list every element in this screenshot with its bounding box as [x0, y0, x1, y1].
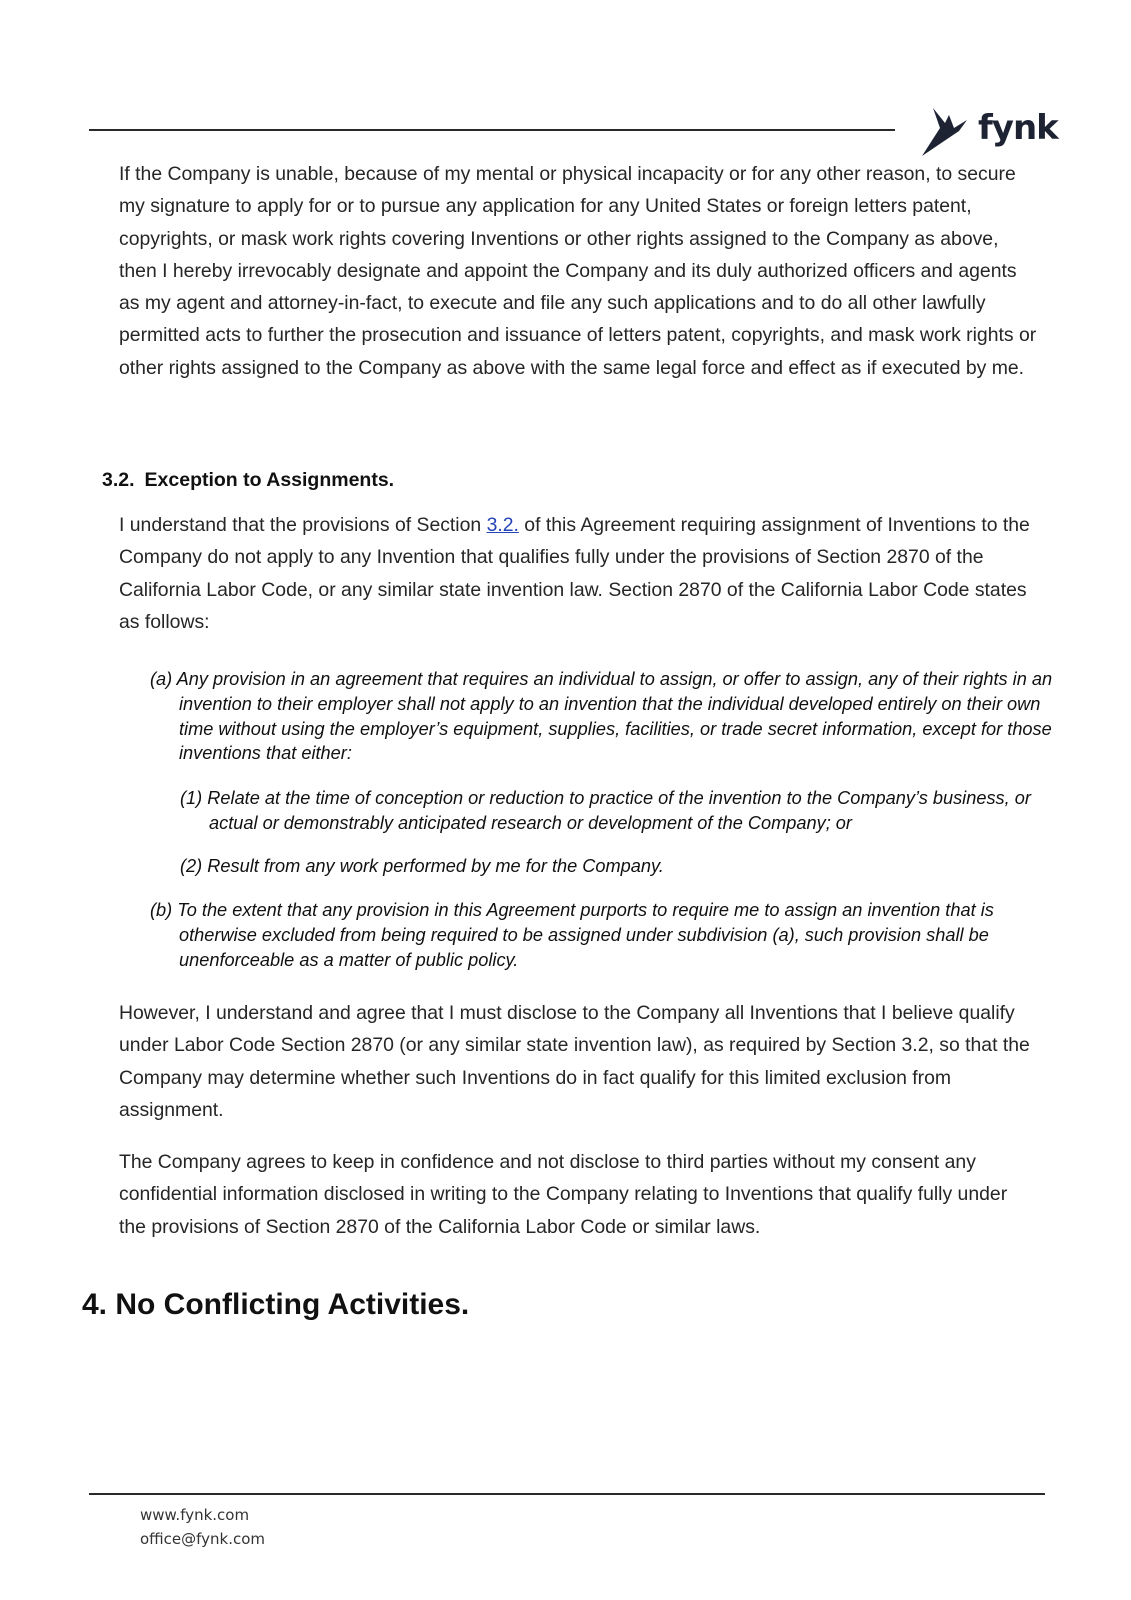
footer-website[interactable]: www.fynk.com — [140, 1506, 250, 1524]
header-divider — [89, 129, 895, 131]
quote-a2: (2) Result from any work performed by me for the Company. — [180, 856, 664, 876]
fynk-logo — [918, 104, 1058, 160]
quote-a1: (1) Relate at the time of conception or reduction to practice of the invention to the Company’s business, or actual or demonstrably anticipated research or development of the Company; or — [180, 788, 1031, 833]
confidence-paragraph: The Company agrees to keep in confidence and not disclose to third parties without my consent any confidential information disclosed in writing to the Company relating to Inventions that qualify fully under the provisions of Section 2870 of the California Labor Code or similar laws. — [119, 1151, 1008, 1238]
however-paragraph: However, I understand and agree that I must disclose to the Company all Inventions that I believe qualify under Labor Code Section 2870 (or any similar state invention law), as required by Section 3.2, so that the Company may determine whether such Inventions do in fact qualify for this limited exclusion from assignment. — [119, 1002, 1030, 1121]
section-number: 3.2. — [102, 469, 135, 491]
section-title: Exception to Assignments. — [144, 469, 395, 491]
section-3-2-heading — [102, 469, 394, 492]
section-reference-link[interactable]: 3.2. — [486, 514, 519, 536]
footer-divider — [89, 1493, 1045, 1495]
intro-paragraph: If the Company is unable, because of my mental or physical incapacity or for any other reason, to secure my signature to apply for or to pursue any application for any United States or foreign letters patent, copyrights, or mask work rights covering Inventions or other rights assigned to the Company as above, then I hereby irrevocably designate and appoint the Company and its duly authorized officers and agents as my agent and attorney-in-fact, to execute and file any such applications and to do all other lawfully permitted acts to further the prosecution and issuance of letters patent, copyrights, and mask work rights or other rights assigned to the Company as above with the same legal force and effect as if executed by me. — [119, 163, 1037, 379]
footer-email[interactable]: office@fynk.com — [140, 1530, 266, 1548]
logo-wordmark: fynk — [978, 108, 1058, 148]
paragraph-text: I understand that the provisions of Section — [119, 514, 487, 536]
section-4-heading: 4. No Conflicting Activities. — [82, 1288, 470, 1321]
quote-a: (a) Any provision in an agreement that requires an individual to assign, or offer to assign, any of their rights in an invention to their employer shall not apply to an invention that the individual developed entirely on their own time without using the employer’s equipment, supplies, facilities, or trade secret information, except for those inventions that either: — [150, 669, 1053, 764]
quote-b: (b) To the extent that any provision in this Agreement purports to require me to assign an invention that is otherwise excluded from being required to be assigned under subdivision (a), such provision shall be unenforceable as a matter of public policy. — [150, 900, 994, 970]
fynk-bird-icon — [918, 106, 976, 158]
paragraph-text: of this Agreement requiring assignment of Inventions to the Company do not apply to any Invention that qualifies fully under the provisions of Section 2870 of the California Labor Code, or any similar state invention law. Section 2870 of the California Labor Code states as follows: — [119, 514, 1030, 633]
section-3-2-paragraph — [119, 509, 1037, 638]
